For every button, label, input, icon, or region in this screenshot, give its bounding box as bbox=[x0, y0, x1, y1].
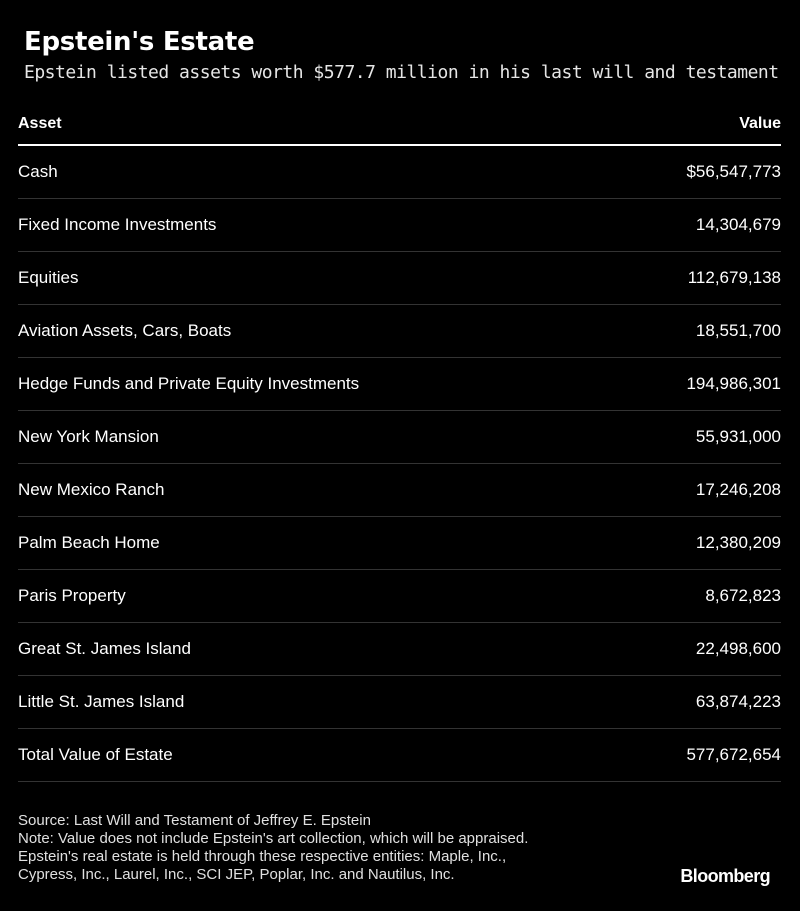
entities-note-line-1: Epstein's real estate is held through these respective entities: Maple, Inc., bbox=[18, 848, 507, 865]
table-row bbox=[18, 145, 781, 199]
table-header-row bbox=[18, 104, 781, 145]
asset-value-cell: 22,498,600 bbox=[615, 623, 781, 676]
table-row bbox=[18, 570, 781, 623]
table-row bbox=[18, 676, 781, 729]
asset-value-cell: 12,380,209 bbox=[615, 517, 781, 570]
asset-name-cell: Palm Beach Home bbox=[18, 517, 615, 570]
source-note: Source: Last Will and Testament of Jeffrey E. Epstein bbox=[18, 812, 371, 829]
chart-footer bbox=[18, 812, 658, 884]
asset-name-cell: New York Mansion bbox=[18, 411, 615, 464]
table-row bbox=[18, 623, 781, 676]
chart-title: Epstein's Estate bbox=[24, 27, 255, 57]
table-row bbox=[18, 729, 781, 782]
asset-name-cell: Equities bbox=[18, 252, 615, 305]
entities-note-line-2: Cypress, Inc., Laurel, Inc., SCI JEP, Poplar, Inc. and Nautilus, Inc. bbox=[18, 866, 455, 883]
asset-name-cell: Paris Property bbox=[18, 570, 615, 623]
table-body bbox=[18, 145, 781, 782]
table-row bbox=[18, 411, 781, 464]
asset-name-cell: Aviation Assets, Cars, Boats bbox=[18, 305, 615, 358]
value-note: Note: Value does not include Epstein's art collection, which will be appraised. bbox=[18, 830, 529, 847]
asset-value-cell: 112,679,138 bbox=[615, 252, 781, 305]
table-row bbox=[18, 252, 781, 305]
asset-value-cell: 14,304,679 bbox=[615, 199, 781, 252]
asset-value-cell: $56,547,773 bbox=[615, 145, 781, 199]
table-row bbox=[18, 358, 781, 411]
asset-name-cell: New Mexico Ranch bbox=[18, 464, 615, 517]
table-row bbox=[18, 305, 781, 358]
asset-value-cell: 63,874,223 bbox=[615, 676, 781, 729]
asset-name-cell: Fixed Income Investments bbox=[18, 199, 615, 252]
asset-value-cell: 8,672,823 bbox=[615, 570, 781, 623]
asset-value-cell: 194,986,301 bbox=[615, 358, 781, 411]
asset-name-cell: Hedge Funds and Private Equity Investments bbox=[18, 358, 615, 411]
asset-value-cell: 55,931,000 bbox=[615, 411, 781, 464]
table-row bbox=[18, 517, 781, 570]
asset-value-cell: 577,672,654 bbox=[615, 729, 781, 782]
asset-name-cell: Great St. James Island bbox=[18, 623, 615, 676]
table-row bbox=[18, 199, 781, 252]
asset-name-cell: Cash bbox=[18, 145, 615, 199]
assets-table bbox=[18, 104, 781, 782]
column-header-value: Value bbox=[615, 104, 781, 145]
asset-value-cell: 17,246,208 bbox=[615, 464, 781, 517]
bloomberg-logo: Bloomberg bbox=[680, 866, 770, 886]
table-row bbox=[18, 464, 781, 517]
asset-name-cell: Total Value of Estate bbox=[18, 729, 615, 782]
chart-subtitle: Epstein listed assets worth $577.7 million in his last will and testament bbox=[24, 62, 779, 83]
chart-header bbox=[24, 26, 780, 86]
asset-name-cell: Little St. James Island bbox=[18, 676, 615, 729]
column-header-asset: Asset bbox=[18, 104, 615, 145]
asset-value-cell: 18,551,700 bbox=[615, 305, 781, 358]
